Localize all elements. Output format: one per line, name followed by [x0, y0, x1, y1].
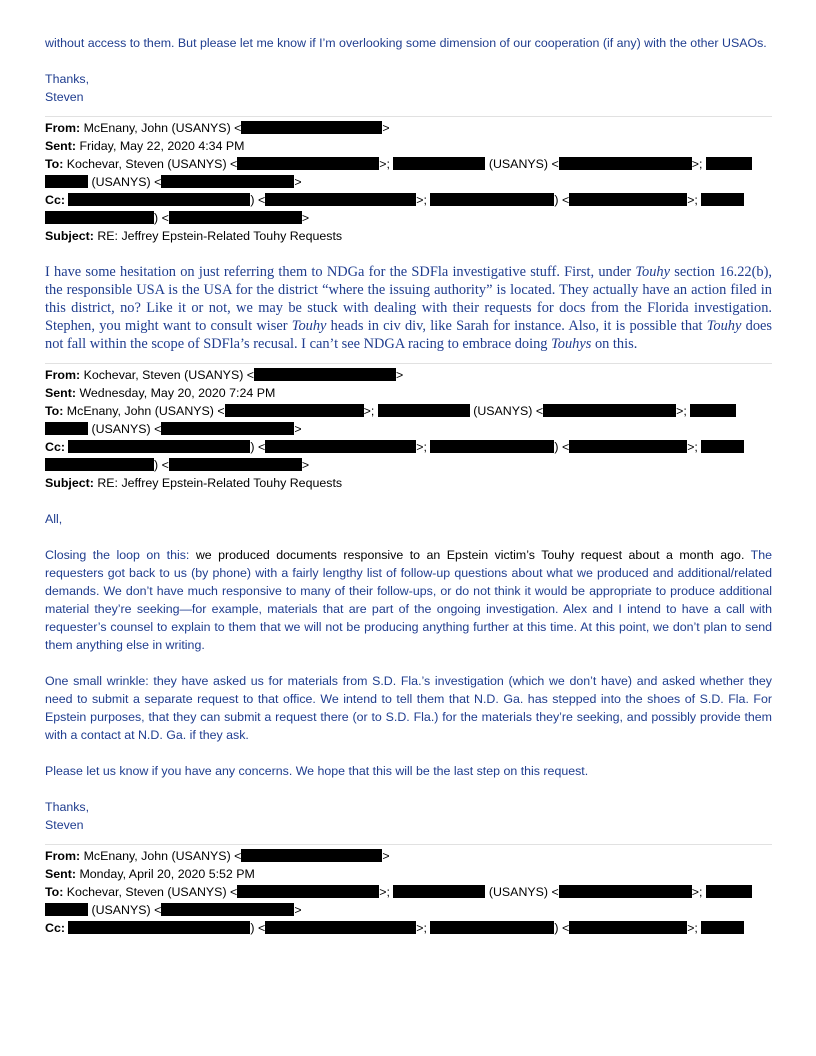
redaction-bar — [68, 921, 250, 934]
redaction-bar — [68, 193, 250, 206]
email3-cc-line: Cc: ) < >; ) < >; — [45, 919, 772, 937]
email3-sent-line: Sent: Monday, April 20, 2020 5:52 PM — [45, 867, 255, 881]
email2-from-line: From: Kochevar, Steven (USANYS) < > — [45, 368, 404, 382]
divider — [45, 844, 772, 845]
redaction-bar — [254, 368, 396, 381]
redaction-bar — [706, 157, 752, 170]
redaction-bar — [225, 404, 364, 417]
redaction-bar — [706, 885, 752, 898]
email1-cc-line: Cc: ) < >; ) < >; — [45, 191, 772, 209]
email3-from-line: From: McEnany, John (USANYS) < > — [45, 849, 390, 863]
email2-paragraph-2: One small wrinkle: they have asked us for materials from S.D. Fla.’s investigation (which we don’t have) and asked whether they need to submit a separate request to that office. We intend to tell them that N.D. Ga. has stepped into the shoes of S.D. Fla. For Epstein purposes, that they can submit a request there (or to S.D. Fla.) for the materials they’re seeking, and possibly provide them with a contact at N.D. Ga. if they ask. — [45, 674, 772, 742]
intro-continuation: without access to them. But please let me know if I’m overlooking some dimension of our cooperation (if any) with the other USAOs. — [45, 36, 767, 50]
redaction-bar — [378, 404, 470, 417]
redaction-bar — [690, 404, 736, 417]
redaction-bar — [237, 885, 379, 898]
redaction-bar — [169, 211, 302, 224]
email1-cc-line2: ) < > — [45, 209, 772, 227]
email2-cc-line: Cc: ) < >; ) < >; — [45, 438, 772, 456]
redaction-bar — [45, 422, 88, 435]
redaction-bar — [701, 440, 744, 453]
redaction-bar — [161, 903, 294, 916]
email1-header — [45, 119, 772, 245]
redaction-bar — [559, 885, 692, 898]
email2-sent-line: Sent: Wednesday, May 20, 2020 7:24 PM — [45, 386, 276, 400]
redaction-bar — [45, 175, 88, 188]
email2-paragraph-1: Closing the loop on this: we produced documents responsive to an Epstein victim’s Touhy request about a month ago. The requesters got back to us (by phone) with a fairly lengthy list of follow-up questions about what we produced and additional/related demands. We don’t have much responsive to many of their follow-ups, or do not think it would be appropriate to produce additional material they’re seeking—for example, materials that are part of the ongoing investigation. Alex and I intend to have a call with requester’s counsel to explain to them that we will not be producing anything further at this time. At this point, we don’t plan to send them anything else in writing. — [45, 548, 772, 652]
divider — [45, 363, 772, 364]
redaction-bar — [430, 921, 554, 934]
email3-to-line2: (USANYS) < > — [45, 901, 772, 919]
redaction-bar — [169, 458, 302, 471]
email-document — [45, 34, 772, 937]
redaction-bar — [45, 458, 154, 471]
intro-signature: Steven — [45, 90, 84, 104]
email1-sent-line: Sent: Friday, May 22, 2020 4:34 PM — [45, 139, 245, 153]
email2-to-line: To: McEnany, John (USANYS) < >; (USANYS) < >; — [45, 402, 772, 420]
email1-subject-line: Subject: RE: Jeffrey Epstein-Related Touhy Requests — [45, 229, 343, 243]
redaction-bar — [241, 849, 382, 862]
email1-from-line: From: McEnany, John (USANYS) < > — [45, 121, 390, 135]
email2-subject-line: Subject: RE: Jeffrey Epstein-Related Touhy Requests — [45, 476, 343, 490]
redaction-bar — [393, 157, 485, 170]
divider — [45, 116, 772, 117]
redaction-bar — [265, 440, 416, 453]
email2-cc-line2: ) < > — [45, 456, 772, 474]
email2-to-line2: (USANYS) < > — [45, 420, 772, 438]
email2-thanks: Thanks, — [45, 800, 90, 814]
redaction-bar — [45, 903, 88, 916]
email1-to-line2: (USANYS) < > — [45, 173, 772, 191]
redaction-bar — [701, 921, 744, 934]
redaction-bar — [543, 404, 676, 417]
redaction-bar — [161, 422, 294, 435]
redaction-bar — [701, 193, 744, 206]
email1-to-line: To: Kochevar, Steven (USANYS) < >; (USANYS) < >; — [45, 155, 772, 173]
intro-thanks: Thanks, — [45, 72, 90, 86]
redaction-bar — [569, 193, 687, 206]
redaction-bar — [430, 193, 554, 206]
redaction-bar — [45, 211, 154, 224]
email2-signature: Steven — [45, 818, 84, 832]
redaction-bar — [569, 921, 687, 934]
redaction-bar — [265, 193, 416, 206]
redaction-bar — [265, 921, 416, 934]
email2-header — [45, 366, 772, 492]
redaction-bar — [569, 440, 687, 453]
email2-paragraph-3: Please let us know if you have any concerns. We hope that this will be the last step on this request. — [45, 764, 589, 778]
redaction-bar — [393, 885, 485, 898]
email2-greeting: All, — [45, 512, 63, 526]
redaction-bar — [161, 175, 294, 188]
email3-to-line: To: Kochevar, Steven (USANYS) < >; (USANYS) < >; — [45, 883, 772, 901]
email3-header — [45, 847, 772, 937]
redaction-bar — [559, 157, 692, 170]
redaction-bar — [68, 440, 250, 453]
redaction-bar — [241, 121, 382, 134]
redaction-bar — [237, 157, 379, 170]
email1-body: I have some hesitation on just referring them to NDGa for the SDFla investigative stuff. First, under Touhy section 16.22(b), the responsible USA is the USA for the district “where the issuing authority” is located. They actually have an action filed in this district, no? Like it or not, we may be stuck with dealing with their requests for docs from the Florida investigation. Stephen, you might want to consult wiser Touhy heads in civ div, like Sarah for instance. Also, it is possible that Touhy does not fall within the scope of SDFla’s recusal. I can’t see NDGA racing to embrace doing Touhys on this. — [45, 264, 773, 352]
redaction-bar — [430, 440, 554, 453]
